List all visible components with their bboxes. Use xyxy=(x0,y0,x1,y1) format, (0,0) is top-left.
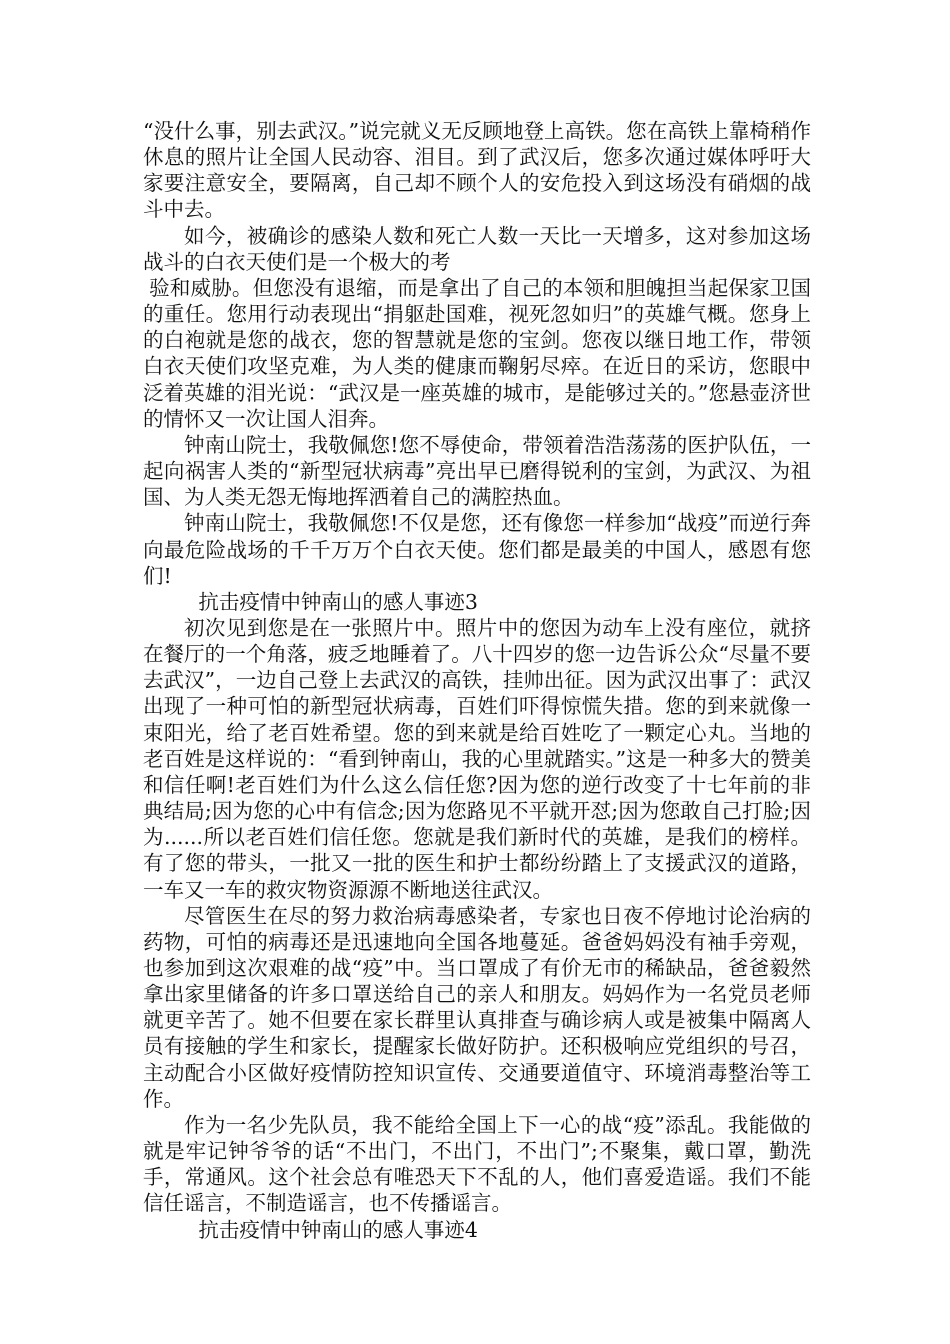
paragraph: 验和威胁。但您没有退缩，而是拿出了自己的本领和胆魄担当起保家卫国的重任。您用行动表现出“捐躯赴国难，视死忽如归”的英雄气概。您身上的白袍就是您的战衣，您的智慧就是您的宝剑。您夜以继日地工作，带领白衣天使们攻坚克难，为人类的健康而鞠躬尽瘁。在近日的采访，您眼中泛着英雄的泪光说：“武汉是一座英雄的城市，是能够过关的。”您悬壶济世的情怀又一次让国人泪奔。 xyxy=(143,275,811,431)
paragraph: 如今，被确诊的感染人数和死亡人数一天比一天增多，这对参加这场战斗的白衣天使们是一个极大的考 xyxy=(143,223,811,274)
paragraph: “没什么事，别去武汉。”说完就义无反顾地登上高铁。您在高铁上靠椅稍作休息的照片让全国人民动容、泪目。到了武汉后，您多次通过媒体呼吁大家要注意安全，要隔离，自己却不顾个人的安危投入到这场没有硝烟的战斗中去。 xyxy=(143,119,811,222)
document-body xyxy=(143,118,811,1243)
paragraph: 钟南山院士，我敬佩您!不仅是您，还有像您一样参加“战疫”而逆行奔向最危险战场的千千万万个白衣天使。您们都是最美的中国人，感恩有您们! xyxy=(143,511,811,588)
paragraph: 初次见到您是在一张照片中。照片中的您因为动车上没有座位，就挤在餐厅的一个角落，疲乏地睡着了。八十四岁的您一边告诉公众“尽量不要去武汉”，一边自己登上去武汉的高铁，挂帅出征。因为武汉出事了：武汉出现了一种可怕的新型冠状病毒，百姓们吓得惊慌失措。您的到来就像一束阳光，给了老百姓希望。您的到来就是给百姓吃了一颗定心丸。当地的老百姓是这样说的：“看到钟南山，我的心里就踏实。”这是一种多大的赞美和信任啊!老百姓们为什么这么信任您?因为您的逆行改变了十七年前的非典结局;因为您的心中有信念;因为您路见不平就开怼;因为您敢自己打脸;因为......所以老百姓们信任您。您就是我们新时代的英雄，是我们的榜样。有了您的带头，一批又一批的医生和护士都纷纷踏上了支援武汉的道路，一车又一车的救灾物资源源不断地送往武汉。 xyxy=(143,615,811,902)
paragraph: 尽管医生在尽的努力救治病毒感染者，专家也日夜不停地讨论治病的药物，可怕的病毒还是迅速地向全国各地蔓延。爸爸妈妈没有袖手旁观，也参加到这次艰难的战“疫”中。当口罩成了有价无市的稀缺品，爸爸毅然拿出家里储备的许多口罩送给自己的亲人和朋友。妈妈作为一名党员老师就更辛苦了。她不但要在家长群里认真排查与确诊病人或是被集中隔离人员有接触的学生和家长，提醒家长做好防护。还积极响应党组织的号召，主动配合小区做好疫情防控知识宣传、交通要道值守、环境消毒整治等工作。 xyxy=(143,903,811,1111)
section-heading: 抗击疫情中钟南山的感人事迹3 xyxy=(198,589,478,614)
section-heading: 抗击疫情中钟南山的感人事迹4 xyxy=(198,1217,478,1242)
paragraph: 作为一名少先队员，我不能给全国上下一心的战“疫”添乱。我能做的就是牢记钟爷爷的话“不出门，不出门，不出门”;不聚集，戴口罩，勤洗手，常通风。这个社会总有唯恐天下不乱的人，他们喜爱造谣。我们不能信任谣言，不制造谣言，也不传播谣言。 xyxy=(143,1112,811,1216)
paragraph: 钟南山院士，我敬佩您!您不辱使命，带领着浩浩荡荡的医护队伍，一起向祸害人类的“新型冠状病毒”亮出早已磨得锐利的宝剑，为武汉、为祖国、为人类无怨无悔地挥洒着自己的满腔热血。 xyxy=(143,432,811,510)
